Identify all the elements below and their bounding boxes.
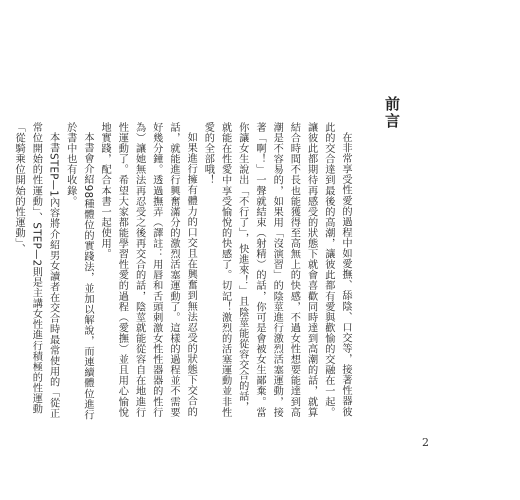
paragraph-1: 在非常享受性愛的過程中如愛撫、舔陰、口交等，接著性器彼此的交合達到最後的高潮，讓彼此都有愛與歡愉的交融在一起。讓彼此都期待再感受的狀態下就會喜歡同時達到高潮的話，就算結合時間不長也能獲得至高無上的快感，不過女性想要能達到高潮是不容易的，如果用「沒演習」的陰莖進行激烈活塞運動，接著「啊！」一聲就結束（射精）的話，你可是會被女生鄙棄。當你讓女生說出「不行了」，快進來！」且陰莖能從容交合的話，就能在性愛中享受愉悅的快感了。切記！激烈的活塞運動並非性愛的全部哦！ <box>202 122 351 418</box>
preface-body <box>10 122 354 422</box>
page-number: 2 <box>422 436 429 449</box>
paragraph-4: 本書STEP—1內容將介紹男女讀者在交合時最常使用的「從正常位開始的性運動」、STEP—2則是主講女性進行積極的性運動「從騎乘位開始的性運動」、 <box>13 122 59 419</box>
page-title: 前言 <box>383 96 402 130</box>
paragraph-2: 如果進行擁有體力的口交且在興奮到無法忍受的狀態下交合的話，就能進行興奮滿分的激烈活塞運動了。這樣的過程並不需要好幾分鐘。透過撫弄（譯註：用唇和舌頭刺激女性性器器的性行為）讓她無法再忍受之後再交合的話，陰莖就能從容自在地進行性運動了。希望大家都能學習性愛的過程（愛撫）並且用心愉悅地實踐，配合本書一起使用。 <box>99 122 197 418</box>
paragraph-3: 本書會介紹98種體位的實踐法，並加以解說，而連續體位進行於書中也有收錄。 <box>64 122 93 421</box>
